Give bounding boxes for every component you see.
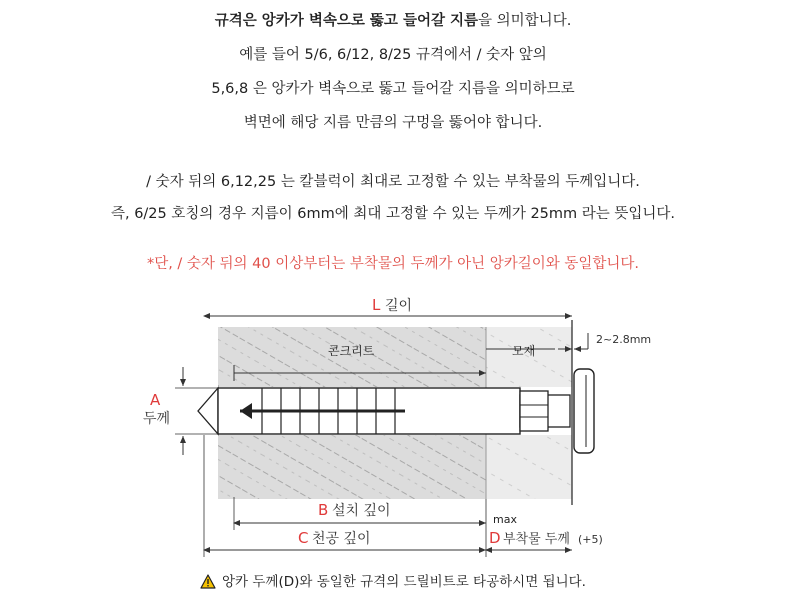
spec-line-4: 벽면에 해당 지름 만큼의 구멍을 뚫어야 합니다.: [243, 115, 543, 131]
spec-line-3: 5,6,8 은 앙카가 벽속으로 뚫고 들어갈 지름을 의미하므로: [211, 81, 575, 97]
a-label: 두께: [143, 411, 171, 427]
a-letter: A: [150, 391, 161, 409]
spec-line-1: [0, 11, 786, 31]
anchor-tip: [198, 388, 218, 434]
max-label: max: [493, 513, 517, 526]
d-letter: D: [489, 529, 501, 547]
base-label: 모재: [512, 344, 536, 358]
spec-line-1-bold: 규격은 앙카가 벽속으로 뚫고 들어갈 지름: [214, 13, 479, 29]
base-bottom-block: [486, 435, 572, 499]
d-label: 부착물 두께: [503, 532, 570, 547]
d-suffix: (+5): [578, 533, 603, 546]
anchor-diagram: [0, 285, 786, 570]
note-red: *단, / 숫자 뒤의 40 이상부터는 부착물의 두께가 아닌 앙카길이와 동일합니다.: [146, 256, 640, 272]
thickness-line-1: / 숫자 뒤의 6,12,25 는 칼블럭이 최대로 고정할 수 있는 부착물의 두께입니다.: [146, 174, 640, 190]
footer-warning-text: 앙카 두께(D)와 동일한 규격의 드릴비트로 타공하시면 됩니다.: [222, 574, 586, 590]
gap-label: 2~2.8mm: [596, 333, 652, 346]
footer-warning: [0, 572, 786, 592]
c-label: 천공 깊이: [312, 531, 371, 547]
b-letter: B: [318, 501, 329, 519]
length-label: 길이: [385, 298, 413, 314]
thickness-line-2: 즉, 6/25 호칭의 경우 지름이 6mm에 최대 고정할 수 있는 두께가 25mm 라는 뜻입니다.: [110, 206, 676, 222]
spec-line-1-rest: 을 의미합니다.: [478, 13, 572, 29]
b-label: 설치 깊이: [332, 503, 391, 519]
anchor-head: [574, 369, 594, 453]
spec-line-2: 예를 들어 5/6, 6/12, 8/25 규격에서 / 숫자 앞의: [239, 47, 547, 63]
concrete-label: 콘크리트: [328, 344, 375, 358]
c-letter: C: [298, 529, 309, 547]
warning-triangle-icon: [200, 574, 216, 589]
concrete-bottom-block: [218, 435, 486, 499]
length-letter: L: [372, 296, 381, 314]
